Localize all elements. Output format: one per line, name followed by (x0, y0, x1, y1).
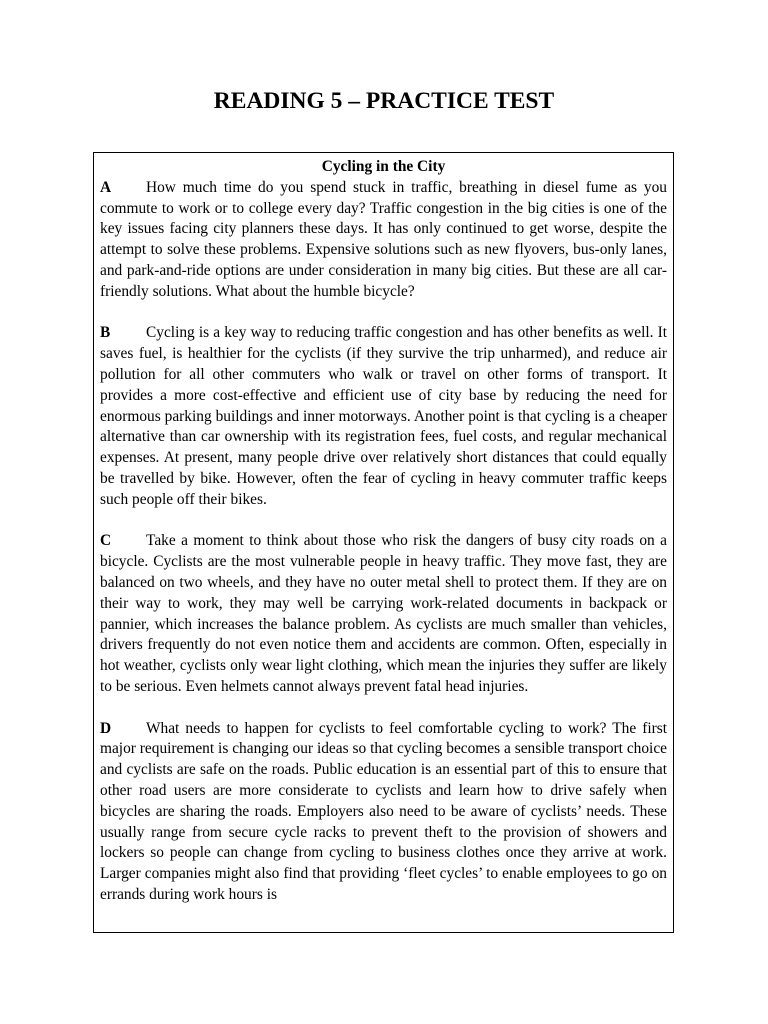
paragraph-letter: C (100, 532, 112, 550)
page-title: READING 5 – PRACTICE TEST (213, 88, 555, 114)
paragraph-text: What needs to happen for cyclists to feel comfortable cycling to work? The first major requirement is changing our ideas so that cycling becomes a sensible transport choice and cyclists are safe on the roads. Public education is an essential part of this to ensure that other road users are more considerate to cyclists and learn how to drive safely when bicycles are sharing the roads. Employers also need to be aware of cyclists’ needs. These usually range from secure cycle racks to prevent theft to the provision of showers and lockers so people can change from cycling to business clothes once they arrive at work. Larger companies might also find that providing ‘fleet cycles’ to enable employees to go on errands during work hours is (100, 719, 667, 903)
paragraph-b (100, 323, 667, 510)
passage-content (94, 153, 673, 906)
paragraph-text: Cycling is a key way to reducing traffic congestion and has other benefits as well. It saves fuel, is healthier for the cyclists (if they survive the trip unharmed), and reduce air pollution for all other commuters who walk or travel on other forms of transport. It provides a more cost-effective and efficient use of city base by reducing the need for enormous parking buildings and inner motorways. Another point is that cycling is a cheaper alternative than car ownership with its registration fees, fuel costs, and regular mechanical expenses. At present, many people drive over relatively short distances that could equally be travelled by bike. However, often the fear of cycling in heavy commuter traffic keeps such people off their bikes. (100, 324, 667, 508)
paragraph-text: Take a moment to think about those who risk the dangers of busy city roads on a bicycle. Cyclists are the most vulnerable people in heavy traffic. They move fast, they are balanced on two wheels, and they have no outer metal shell to protect them. If they are on their way to work, they may well be carrying work-related documents in backpack or pannier, which increases the balance problem. As cyclists are much smaller than vehicles, drivers frequently do not even notice them and accidents are common. Often, especially in hot weather, cyclists only wear light clothing, which mean the injuries they suffer are likely to be serious. Even helmets cannot always prevent fatal head injuries. (100, 532, 667, 695)
paragraph-d (100, 719, 667, 906)
paragraph-letter: A (100, 178, 112, 196)
passage-box (93, 152, 674, 933)
paragraph-letter: D (100, 719, 112, 737)
paragraph-letter: B (100, 324, 111, 342)
passage-heading: Cycling in the City (321, 158, 446, 175)
paragraph-text: How much time do you spend stuck in traffic, breathing in diesel fume as you commute to work or to college every day? Traffic congestion in the big cities is one of the key issues facing city planners these days. It has only continued to get worse, despite the attempt to solve these problems. Expensive solutions such as new flyovers, bus-only lanes, and park-and-ride options are under consideration in many big cities. But these are all car-friendly solutions. What about the humble bicycle? (100, 178, 667, 300)
paragraph-a (100, 178, 667, 303)
paragraph-c (100, 531, 667, 697)
